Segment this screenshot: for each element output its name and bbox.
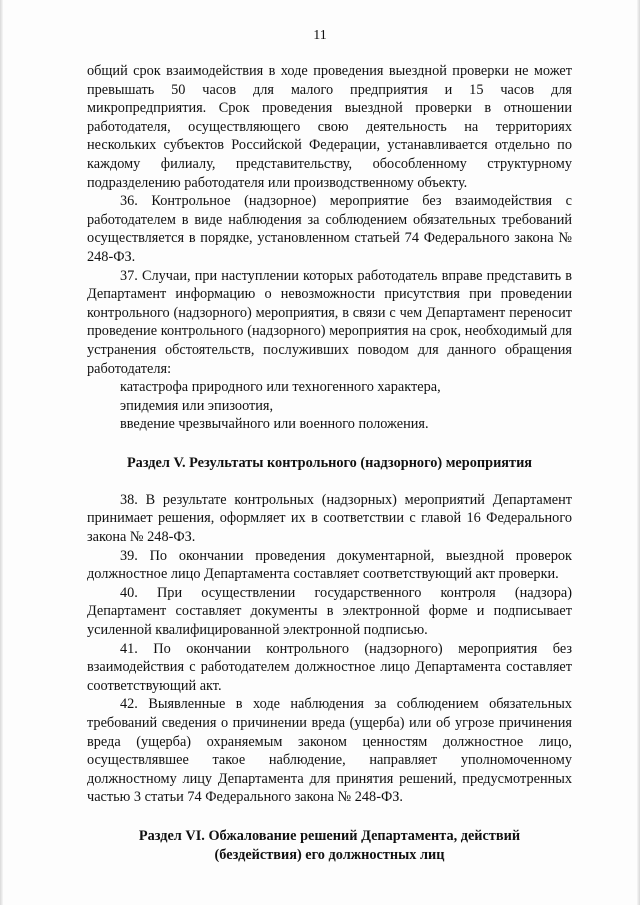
paragraph-41: 41. По окончании контрольного (надзорного) мероприятия без взаимодействия с работодателем должностное лицо Департамента составляет соответствующий акт.: [87, 640, 572, 694]
section-6-heading-line-2: (бездействия) его должностных лиц: [214, 846, 445, 863]
list-item: введение чрезвычайного или военного положения.: [120, 416, 429, 433]
document-body: [87, 62, 572, 865]
list-item: катастрофа природного или техногенного характера,: [120, 379, 441, 396]
paragraph-42: 42. Выявленные в ходе наблюдения за соблюдением обязательных требований сведения о причинении вреда (ущерба) или об угрозе причинения вреда (ущерба) охраняемым законом ценностям должностное лицо, осуществлявшее такое наблюдение, направляет уполномоченному должностному лицу Департамента для принятия решений, предусмотренных частью 3 статьи 74 Федерального закона № 248-ФЗ.: [87, 696, 572, 806]
spacer: [87, 807, 572, 827]
paragraph-continuation: общий срок взаимодействия в ходе проведения выездной проверки не может превышать 50 часов для малого предприятия и 15 часов для микропредприятия. Срок проведения выездной проверки в отношении работодателя, осуществляющего свою деятельность на территориях нескольких субъектов Российской Федерации, устанавливается отдельно по каждому филиалу, представительству, обособленному структурному подразделению работодателя или производственному объекту.: [87, 63, 572, 191]
section-5-heading: Раздел V. Результаты контрольного (надзорного) мероприятия: [126, 454, 533, 471]
paragraph-39: 39. По окончании проведения документарной, выездной проверок должностное лицо Департамента составляет соответствующий акт проверки.: [87, 547, 572, 583]
section-6-heading-line-1: Раздел VI. Обжалование решений Департамента, действий: [138, 827, 521, 844]
paragraph-36: 36. Контрольное (надзорное) мероприятие без взаимодействия с работодателем в виде наблюдения за соблюдением обязательных требований осуществляется в порядке, установленном статьей 74 Федерального закона № 248-ФЗ.: [87, 193, 572, 265]
scan-edge-left: [0, 0, 3, 905]
paragraph-40: 40. При осуществлении государственного контроля (надзора) Департамент составляет документы в электронной форме и подписывает усиленной квалифицированной электронной подписью.: [87, 584, 572, 639]
paragraph-37: 37. Случаи, при наступлении которых работодатель вправе представить в Департамент информацию о невозможности присутствия при проведении контрольного (надзорного) мероприятия, в связи с чем Департамент переносит проведение контрольного (надзорного) мероприятия на срок, необходимый для устранения обстоятельств, послуживших поводом для данного обращения работодателя:: [87, 267, 572, 377]
section-6-heading: [87, 827, 572, 865]
paragraph-38: 38. В результате контрольных (надзорных) мероприятий Департамент принимает решения, оформляет их в соответствии с главой 16 Федерального закона № 248-ФЗ.: [87, 491, 572, 546]
spacer: [87, 473, 572, 491]
list-item: эпидемия или эпизоотия,: [120, 397, 274, 414]
page-number: 11: [313, 28, 327, 43]
spacer: [87, 434, 572, 454]
